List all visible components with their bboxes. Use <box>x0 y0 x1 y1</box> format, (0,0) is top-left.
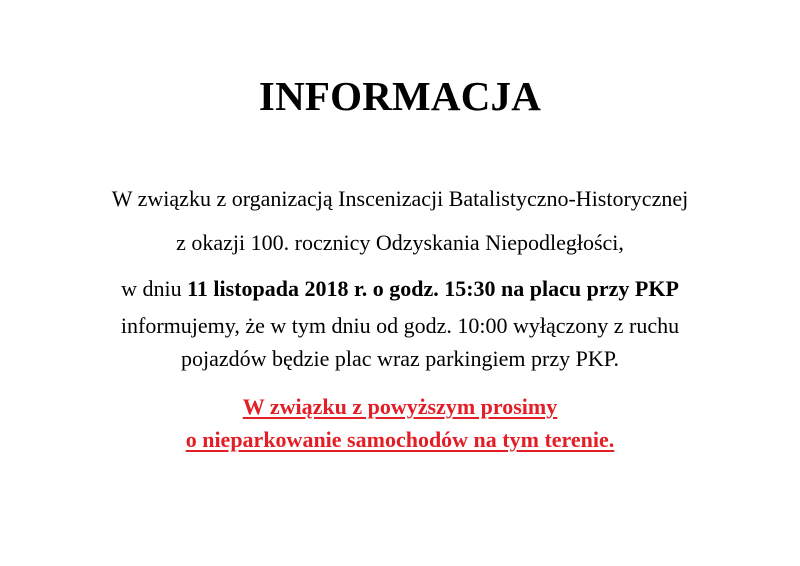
date-prefix-text: w dniu <box>121 276 188 301</box>
paragraph-line-2: z okazji 100. rocznicy Odzyskania Niepodległości, <box>176 230 624 255</box>
document-title: INFORMACJA <box>258 73 542 119</box>
paragraph-line-3 <box>0 275 800 303</box>
paragraph-line-1: W związku z organizacją Inscenizacji Batalistyczno-Historycznej <box>111 186 689 211</box>
event-date-time-location: 11 listopada 2018 r. o godz. 15:30 na placu przy PKP <box>187 276 679 301</box>
notice-line-2: o nieparkowanie samochodów na tym terenie. <box>185 427 615 452</box>
paragraph-line-4: informujemy, że w tym dniu od godz. 10:00 wyłączony z ruchu <box>120 313 680 338</box>
paragraph-line-5: pojazdów będzie plac wraz parkingiem przy PKP. <box>180 346 620 371</box>
notice-line-1: W związku z powyższym prosimy <box>242 394 558 419</box>
notice-line-1-row <box>0 393 800 421</box>
notice-line-2-row <box>0 426 800 454</box>
